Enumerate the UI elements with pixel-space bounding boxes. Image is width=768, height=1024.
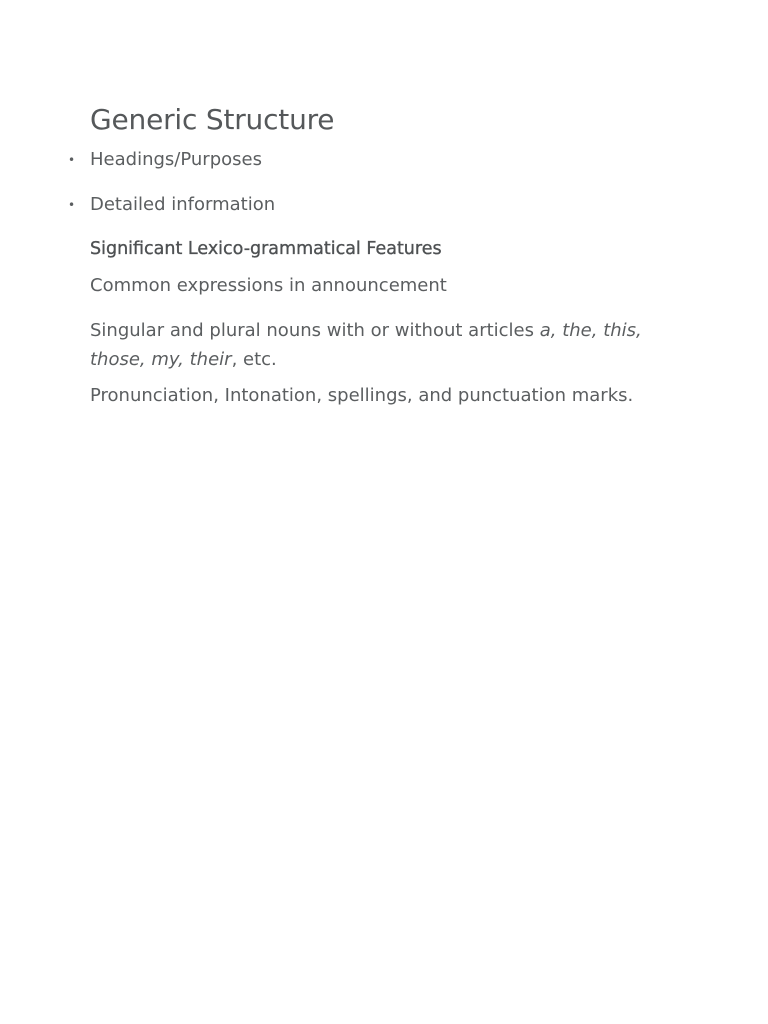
bullet-icon: • [68, 198, 76, 212]
paragraph-common-expressions: Common expressions in announcement [90, 275, 447, 296]
section-subheading: Significant Lexico-grammatical Features [90, 239, 442, 259]
paragraph-nouns-articles [90, 316, 680, 374]
page-title: Generic Structure [90, 103, 335, 136]
bullet-icon: • [68, 153, 76, 167]
paragraph-lead-text: Singular and plural nouns with or without articles [90, 320, 540, 341]
list-item-text: Headings/Purposes [90, 149, 262, 170]
paragraph-tail-text: , etc. [231, 349, 277, 370]
paragraph-pronunciation: Pronunciation, Intonation, spellings, and punctuation marks. [90, 385, 634, 406]
article-examples: a, the, this, those, my, their [90, 320, 642, 370]
list-item-text: Detailed information [90, 194, 276, 215]
